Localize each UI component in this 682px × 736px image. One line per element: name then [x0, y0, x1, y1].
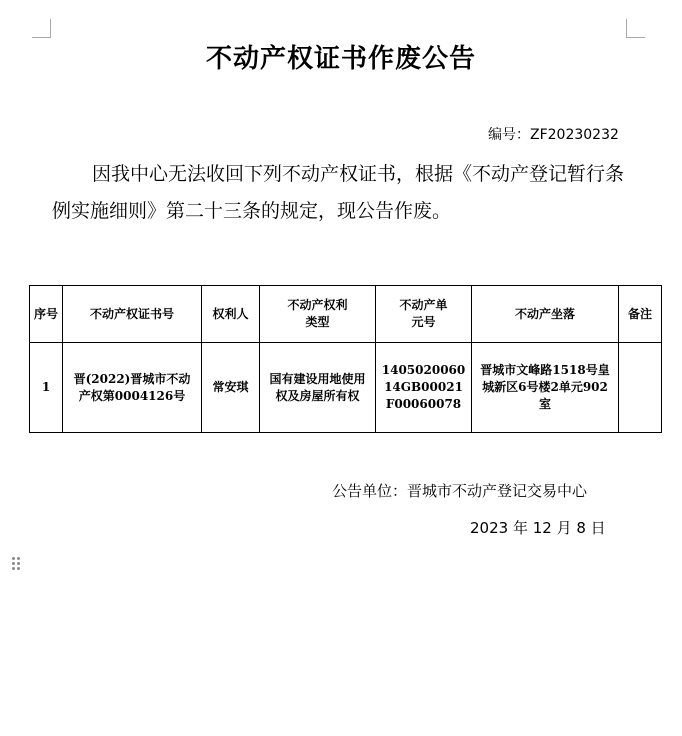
document-title: 不动产权证书作废公告: [205, 44, 476, 74]
cell-remarks: [619, 343, 662, 433]
body-paragraph: 因我中心无法收回下列不动产权证书，根据《不动产登记暂行条例实施细则》第二十三条的规定，现公告作废。: [52, 163, 625, 222]
document-number: 编号：ZF20230232: [488, 127, 619, 143]
header-location: 不动产坐落: [472, 286, 619, 343]
cell-owner: 常安琪: [202, 343, 260, 433]
table-row: [30, 343, 662, 433]
cell-cert-no: 晋(2022)晋城市不动产权第0004126号: [63, 343, 202, 433]
cell-right-type: 国有建设用地使用权及房屋所有权: [260, 343, 376, 433]
cell-seq: 1: [30, 343, 63, 433]
page-corner-mark-top-left: [32, 19, 51, 38]
header-right-type: 不动产权利类型: [260, 286, 376, 343]
header-owner: 权利人: [202, 286, 260, 343]
date-line: 2023 年 12 月 8 日: [470, 519, 606, 537]
page-corner-mark-top-right: [626, 19, 645, 38]
header-seq: 序号: [30, 286, 63, 343]
issuer-line: 公告单位：晋城市不动产登记交易中心: [332, 482, 588, 500]
table-header-row: [30, 286, 662, 343]
certificate-table: [29, 285, 662, 433]
cell-unit-no: 140502006014GB00021F00060078: [376, 343, 472, 433]
cell-location: 晋城市文峰路1518号皇城新区6号楼2单元902室: [472, 343, 619, 433]
drag-handle-icon[interactable]: [12, 557, 20, 570]
header-cert-no: 不动产权证书号: [63, 286, 202, 343]
header-unit-no: 不动产单元号: [376, 286, 472, 343]
header-remarks: 备注: [619, 286, 662, 343]
